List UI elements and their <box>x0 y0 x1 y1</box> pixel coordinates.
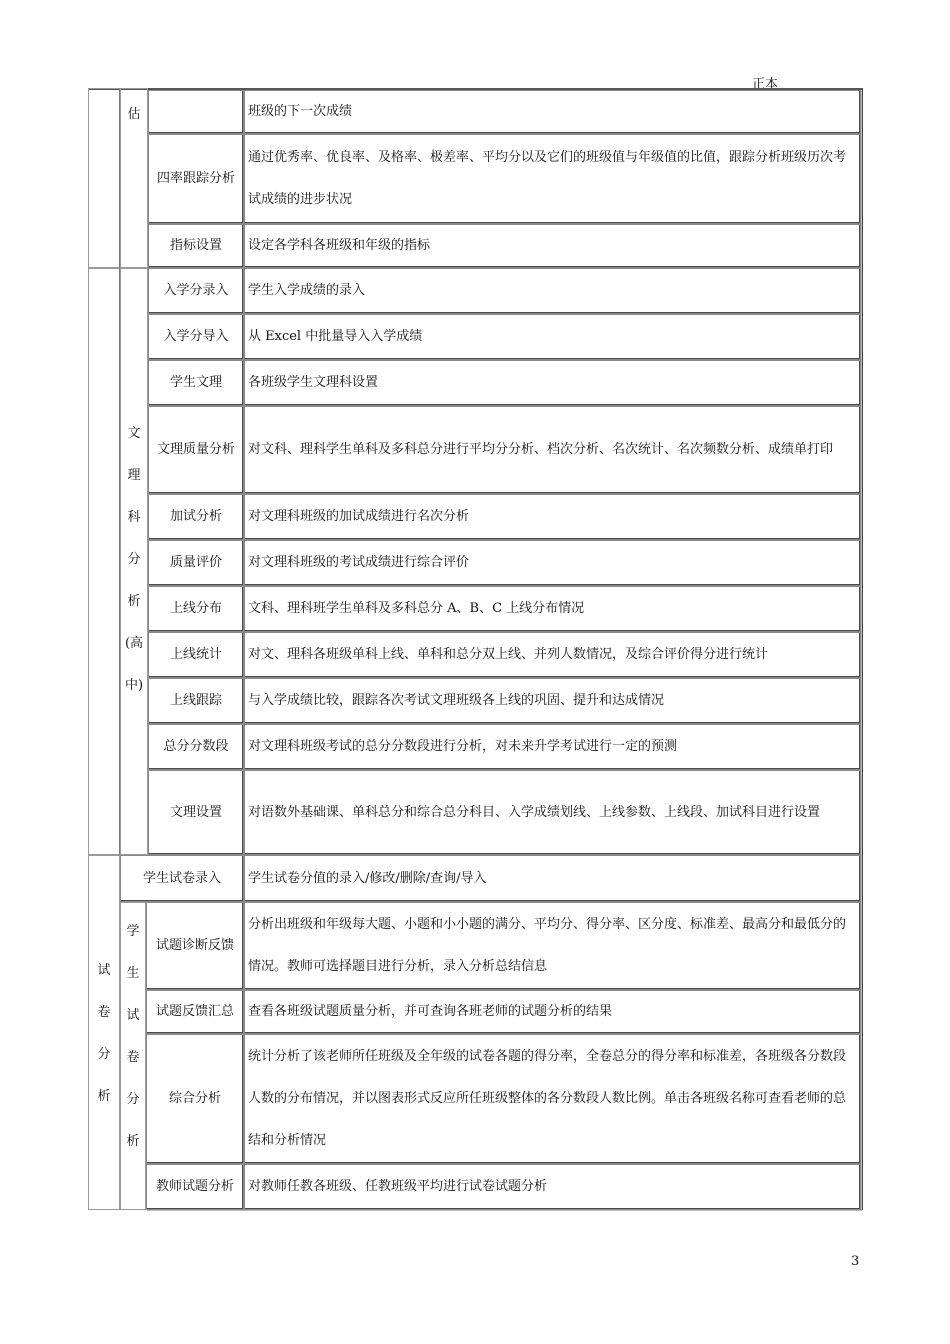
title-char: 生 <box>126 966 140 981</box>
row-desc: 对文理科班级的考试成绩进行综合评价 <box>248 555 470 570</box>
title-char: 文 <box>127 426 141 441</box>
row-desc: 对语数外基础课、单科总分和综合总分科目、入学成绩划线、上线参数、上线段、加试科目进行设置 <box>248 804 821 820</box>
row-desc: 对文理科班级考试的总分分数段进行分析，对未来升学考试进行一定的预测 <box>248 739 678 754</box>
title-char: 分 <box>127 552 141 567</box>
row-desc: 各班级学生文理科设置 <box>248 375 379 390</box>
title-char: 学 <box>126 924 140 939</box>
row-name-cell <box>148 586 244 632</box>
row-desc: 设定各学科各班级和年级的指标 <box>248 238 431 253</box>
row-desc-cell <box>244 90 861 134</box>
row-name-cell <box>148 724 244 770</box>
page-number: 3 <box>851 1254 860 1269</box>
row-name: 指标设置 <box>169 238 222 253</box>
row-desc-cell <box>244 632 861 678</box>
row-name-cell <box>148 314 244 360</box>
row-desc: 对文理科班级的加试成绩进行名次分析 <box>248 509 470 524</box>
title-char: (高 <box>124 636 144 651</box>
row-desc: 对教师任教各班级、任教班级平均进行试卷试题分析 <box>248 1179 548 1194</box>
title-char: 析 <box>127 594 141 609</box>
row-desc-cell <box>244 586 861 632</box>
title-char: 科 <box>127 510 141 525</box>
section-sub-title <box>120 902 146 1210</box>
row-name: 教师试题分析 <box>155 1179 234 1194</box>
row-name: 上线统计 <box>169 647 222 662</box>
row-name-cell <box>148 540 244 586</box>
row-desc-cell <box>244 902 861 990</box>
row-name-cell <box>146 1164 244 1210</box>
row-desc: 统计分析了该老师所任班级及全年级的试卷各题的得分率，全卷总分的得分率和标准差，各班级各分数段人数的分布情况，并以图表形式反应所任班级整体的各分数段人数比例。单击各班级名称可查看老师的总结和分析情况 <box>248 1049 847 1148</box>
row-desc-cell <box>244 360 861 406</box>
title-char: 试 <box>126 1008 140 1023</box>
row-desc: 通过优秀率、优良率、及格率、极差率、平均分以及它们的班级值与年级值的比值，跟踪分析班级历次考试成绩的进步状况 <box>248 150 847 207</box>
row-desc: 与入学成绩比较，跟踪各次考试文理班级各上线的巩固、提升和达成情况 <box>248 693 665 708</box>
row-name: 学生文理 <box>169 375 222 390</box>
function-table <box>88 88 863 1210</box>
row-name-cell <box>148 678 244 724</box>
row-desc-cell <box>244 1164 861 1210</box>
title-char: 卷 <box>126 1050 140 1065</box>
row-name: 文理质量分析 <box>156 442 235 457</box>
row-name-cell <box>148 494 244 540</box>
row-name: 入学分录入 <box>163 283 229 298</box>
row-name-cell <box>148 770 244 855</box>
row-desc: 分析出班级和年级每大题、小题和小小题的满分、平均分、得分率、区分度、标准差、最高分和最低分的情况。教师可选择题目进行分析，录入分析总结信息 <box>248 917 847 974</box>
entry-name-cell <box>120 855 244 902</box>
row-desc-cell <box>244 268 861 314</box>
row-name-cell <box>148 268 244 314</box>
entry-desc-cell <box>244 855 861 902</box>
row-name-cell <box>148 406 244 494</box>
row-name: 加试分析 <box>169 509 222 524</box>
row-name-cell <box>146 990 244 1034</box>
row-desc-cell <box>244 770 861 855</box>
row-desc-cell <box>244 314 861 360</box>
header-label: 正本 <box>752 77 779 92</box>
row-desc: 对文、理科各班级单科上线、单科和总分双上线、并列人数情况，及综合评价得分进行统计 <box>248 647 769 662</box>
row-name-cell <box>148 224 244 268</box>
row-name-cell <box>148 632 244 678</box>
row-name: 上线跟踪 <box>169 693 222 708</box>
row-desc: 学生入学成绩的录入 <box>248 283 366 298</box>
title-char: 理 <box>127 468 141 483</box>
row-desc: 班级的下一次成绩 <box>248 104 353 119</box>
row-name: 四率跟踪分析 <box>156 171 235 186</box>
row-desc: 从 Excel 中批量导入入学成绩 <box>248 329 423 344</box>
row-name: 总分分数段 <box>163 739 229 754</box>
row-name-cell <box>148 90 244 134</box>
title-char: 析 <box>97 1089 111 1104</box>
row-desc-cell <box>244 134 861 224</box>
title-char: 分 <box>126 1092 140 1107</box>
row-desc-cell <box>244 494 861 540</box>
row-name-cell <box>148 360 244 406</box>
section-wenli-title <box>120 268 148 855</box>
row-name: 学生试卷录入 <box>142 870 221 886</box>
title-char: 分 <box>97 1047 111 1062</box>
row-desc: 文科、理科班学生单科及多科总分 A、B、C 上线分布情况 <box>248 601 585 616</box>
row-desc-cell <box>244 224 861 268</box>
row-desc: 对文科、理科学生单科及多科总分进行平均分分析、档次分析、名次统计、名次频数分析、成绩单打印 <box>248 442 834 457</box>
title-char: 中) <box>124 678 144 693</box>
row-desc: 查看各班级试题质量分析，并可查询各班老师的试题分析的结果 <box>248 1004 613 1019</box>
row-name: 文理设置 <box>169 804 222 820</box>
section-cont-label <box>120 88 148 268</box>
row-desc-cell <box>244 678 861 724</box>
col1-blank-cell <box>88 268 120 855</box>
row-name: 试题诊断反馈 <box>155 938 234 953</box>
col1-blank-cell <box>88 88 120 268</box>
row-desc-cell <box>244 406 861 494</box>
row-desc-cell <box>244 1034 861 1164</box>
title-char: 卷 <box>97 1005 111 1020</box>
title-char: 析 <box>126 1134 140 1149</box>
row-desc-cell <box>244 540 861 586</box>
row-desc-cell <box>244 724 861 770</box>
row-name-cell <box>146 1034 244 1164</box>
row-name: 综合分析 <box>168 1091 221 1106</box>
row-desc-cell <box>244 990 861 1034</box>
title-char: 试 <box>97 963 111 978</box>
row-name: 上线分布 <box>169 601 222 616</box>
section-cont-char: 估 <box>127 107 141 122</box>
row-name-cell <box>148 134 244 224</box>
row-name: 试题反馈汇总 <box>155 1004 234 1019</box>
row-desc: 学生试卷分值的录入/修改/删除/查询/导入 <box>248 870 487 886</box>
row-name: 质量评价 <box>169 555 222 570</box>
row-name-cell <box>146 902 244 990</box>
row-name: 入学分导入 <box>163 329 229 344</box>
section-shijuan-title <box>88 855 120 1210</box>
